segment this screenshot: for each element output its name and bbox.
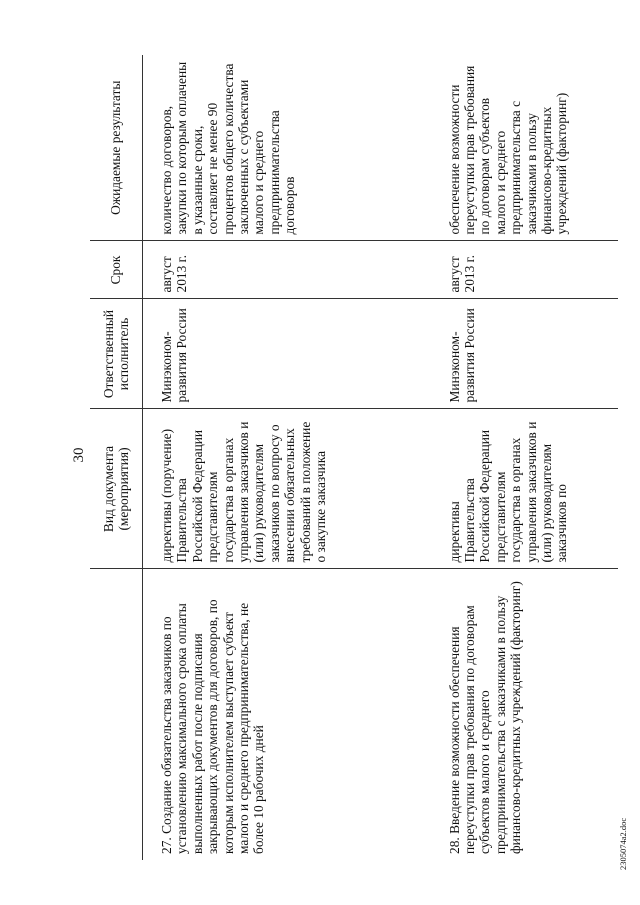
cell-expected-results: обеспечение возможности переуступки прав требования по договорам субъектов малого и среднего предпринимательства с заказчиками в пользу финансово-кредитных учреждений (факторинг) bbox=[433, 55, 618, 241]
cell-measure: 28. Введение возможности обеспечения переуступки прав требования по договорам субъектов малого и среднего предпринимательства с заказчиками в пользу финансово-кредитных учреждений (факторинг) bbox=[433, 569, 618, 860]
action-plan-table bbox=[90, 55, 618, 860]
page-number: 30 bbox=[71, 447, 87, 463]
header-measure bbox=[90, 569, 143, 860]
header-deadline: Срок bbox=[90, 241, 143, 299]
header-expected-results: Ожидаемые результаты bbox=[90, 55, 143, 241]
header-responsible: Ответственный исполнитель bbox=[90, 299, 143, 409]
table-row bbox=[433, 55, 618, 860]
table-header-row bbox=[90, 55, 143, 860]
rotated-page bbox=[70, 40, 630, 870]
table-row bbox=[143, 55, 433, 860]
cell-expected-results: количество договоров, закупки по которым оплачены в указанные сроки, составляет не менее 90 процентов общего количества заключенных с субъектами малого и среднего предпринимательства договоров bbox=[143, 55, 433, 241]
cell-responsible: Минэконом-развития России bbox=[433, 299, 618, 409]
cell-responsible: Минэконом-развития России bbox=[143, 299, 433, 409]
cell-document-type: директивы (поручение) Правительства Российской Федерации представителям государства в органах управления заказчиков и (или) руководителям заказчиков по вопросу о внесении обязательных требований в положение о закупке заказчика bbox=[143, 409, 433, 569]
cell-measure: 27. Создание обязательства заказчиков по установлению максимального срока оплаты выполненных работ после подписания закрывающих документов для договоров, по которым исполнителем выступает субъект малого и среднего предпринимательства, не более 10 рабочих дней bbox=[143, 569, 433, 860]
cell-deadline: август 2013 г. bbox=[143, 241, 433, 299]
cell-deadline: август 2013 г. bbox=[433, 241, 618, 299]
cell-document-type: директивы Правительства Российской Федерации представителям государства в органах управления заказчиков и (или) руководителям заказчиков по bbox=[433, 409, 618, 569]
document-file-code: 2305074a2.doc bbox=[618, 817, 628, 870]
header-document-type: Вид документа (мероприятия) bbox=[90, 409, 143, 569]
